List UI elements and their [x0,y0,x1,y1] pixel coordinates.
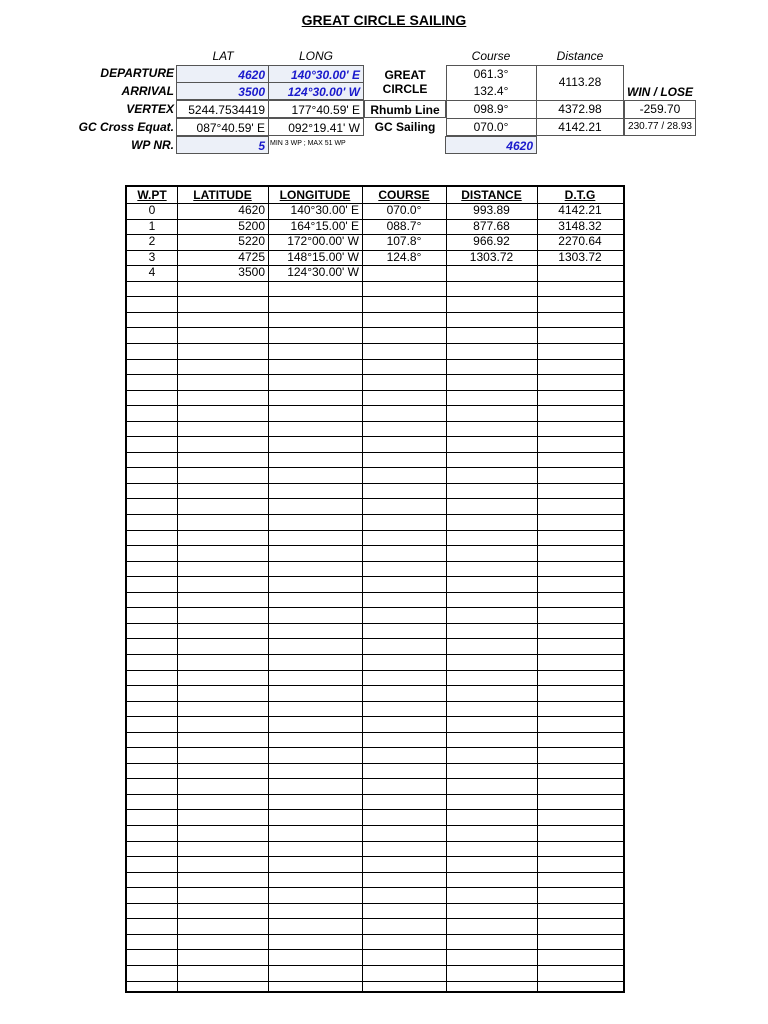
table-row-line [127,498,623,499]
table-row-line [127,359,623,360]
table-row-line [127,343,623,344]
waypoint-table [125,185,625,993]
table-row-line [127,405,623,406]
table-row-line [127,825,623,826]
table-row-line [127,841,623,842]
table-row-line [127,530,623,531]
distance-header: Distance [556,49,604,63]
table-cell-dtg: 3148.32 [558,218,602,233]
table-row-line [127,903,623,904]
table-cell-course: 070.0° [386,203,422,217]
table-row-line [127,701,623,702]
win-lose-value-2: 230.77 / 28.93 [628,121,692,132]
table-row-line [127,514,623,515]
table-cell-longitude: 148°15.00' W [287,249,359,264]
gc-cross-long: 092°19.41' W [268,118,364,136]
gc-distance: 4113.28 [558,75,602,89]
table-cell-latitude: 4620 [238,203,265,217]
table-row-line [127,809,623,810]
table-cell-wpt: 2 [148,234,156,249]
rhumb-distance: 4372.98 [558,102,602,116]
departure-long-input[interactable]: 140°30.00' E [268,65,364,83]
table-row-line [127,685,623,686]
table-column-line [537,187,538,991]
table-row-line [127,981,623,982]
table-row-line [127,421,623,422]
page-title: GREAT CIRCLE SAILING [301,12,467,28]
arrival-long-input[interactable]: 124°30.00' W [268,82,364,100]
table-row-line [127,918,623,919]
table-row-line [127,390,623,391]
table-header-course: COURSE [378,188,430,202]
wp-nr-note: MIN 3 WP ; MAX 51 WP [270,140,346,147]
table-header-dtg: D.T.G [564,188,596,202]
gc-course-2: 132.4° [473,84,509,98]
table-row-line [127,716,623,717]
table-cell-distance: 1303.72 [469,249,514,264]
table-row-line [127,654,623,655]
table-cell-dtg: 2270.64 [558,234,602,249]
table-row-line [127,747,623,748]
table-row-line [127,374,623,375]
table-row-line [127,312,623,313]
gc-sailing-label: GC Sailing [374,120,436,134]
table-cell-course [362,265,446,280]
table-row-line [127,467,623,468]
gc-cross-lat: 087°40.59' E [176,118,269,136]
table-cell-dtg: 1303.72 [558,249,602,264]
table-cell-latitude: 5220 [238,234,265,249]
wp-lat-result: 4620 [445,136,537,154]
table-cell-wpt: 0 [148,203,156,217]
table-row-line [127,607,623,608]
table-row-line [127,887,623,888]
table-column-line [362,187,363,991]
table-cell-distance: 877.68 [473,218,510,233]
table-cell-longitude: 164°15.00' E [290,218,359,233]
departure-lat-input[interactable]: 4620 [176,65,269,83]
gc-sailing-distance: 4142.21 [558,120,602,134]
wp-nr-input[interactable]: 5 [176,136,269,154]
arrival-label: ARRIVAL [121,84,174,98]
table-cell-longitude: 140°30.00' E [290,203,359,217]
table-row-line [127,794,623,795]
table-row-line [127,592,623,593]
table-cell-course: 088.7° [386,218,422,233]
table-cell-latitude: 4725 [238,249,265,264]
table-cell-longitude: 124°30.00' W [287,265,359,280]
table-cell-dtg [537,265,623,280]
wp-nr-label: WP NR. [131,138,174,152]
table-row-line [127,436,623,437]
table-row-line [127,670,623,671]
table-column-line [268,187,269,991]
table-row-line [127,872,623,873]
great-circle-label-2: CIRCLE [382,82,428,96]
table-row-line [127,545,623,546]
rhumb-line-label: Rhumb Line [364,100,446,118]
table-row-line [127,327,623,328]
long-header: LONG [298,49,333,63]
table-row-line [127,949,623,950]
vertex-lat: 5244.7534419 [176,100,269,118]
table-cell-course: 107.8° [386,234,422,249]
table-row-line [127,576,623,577]
gc-course-1: 061.3° [473,67,509,81]
win-lose-label: WIN / LOSE [627,85,693,99]
table-cell-distance: 993.89 [473,203,510,217]
win-lose-value: -259.70 [639,102,681,116]
table-row-line [127,281,623,282]
table-row-line [127,623,623,624]
table-row-line [127,483,623,484]
table-cell-longitude: 172°00.00' W [287,234,359,249]
course-header: Course [471,49,511,63]
gc-sailing-course: 070.0° [473,120,509,134]
table-cell-distance: 966.92 [473,234,510,249]
vertex-label: VERTEX [126,102,174,116]
table-cell-dtg: 4142.21 [558,203,602,217]
vertex-long: 177°40.59' E [268,100,364,118]
table-row-line [127,561,623,562]
table-cell-wpt: 3 [148,249,156,264]
table-column-line [446,187,447,991]
table-cell-wpt: 1 [148,218,156,233]
departure-label: DEPARTURE [100,66,174,80]
table-row-line [127,452,623,453]
table-cell-course: 124.8° [386,249,422,264]
table-column-line [177,187,178,991]
table-header-wpt: W.PT [137,188,167,202]
table-cell-wpt: 4 [148,265,156,280]
table-row-line [127,296,623,297]
table-header-longitude: LONGITUDE [279,188,351,202]
rhumb-course: 098.9° [473,102,509,116]
table-row-line [127,856,623,857]
table-header-distance: DISTANCE [461,188,522,202]
table-header-latitude: LATITUDE [193,188,252,202]
table-cell-latitude: 3500 [238,265,265,280]
table-cell-latitude: 5200 [238,218,265,233]
table-row-line [127,965,623,966]
gc-cross-label: GC Cross Equat. [78,120,174,134]
table-row-line [127,638,623,639]
arrival-lat-input[interactable]: 3500 [176,82,269,100]
table-row-line [127,934,623,935]
lat-header: LAT [212,49,234,63]
table-row-line [127,732,623,733]
table-row-line [127,763,623,764]
table-cell-distance [446,265,537,280]
great-circle-label-1: GREAT [384,68,426,82]
table-row-line [127,778,623,779]
